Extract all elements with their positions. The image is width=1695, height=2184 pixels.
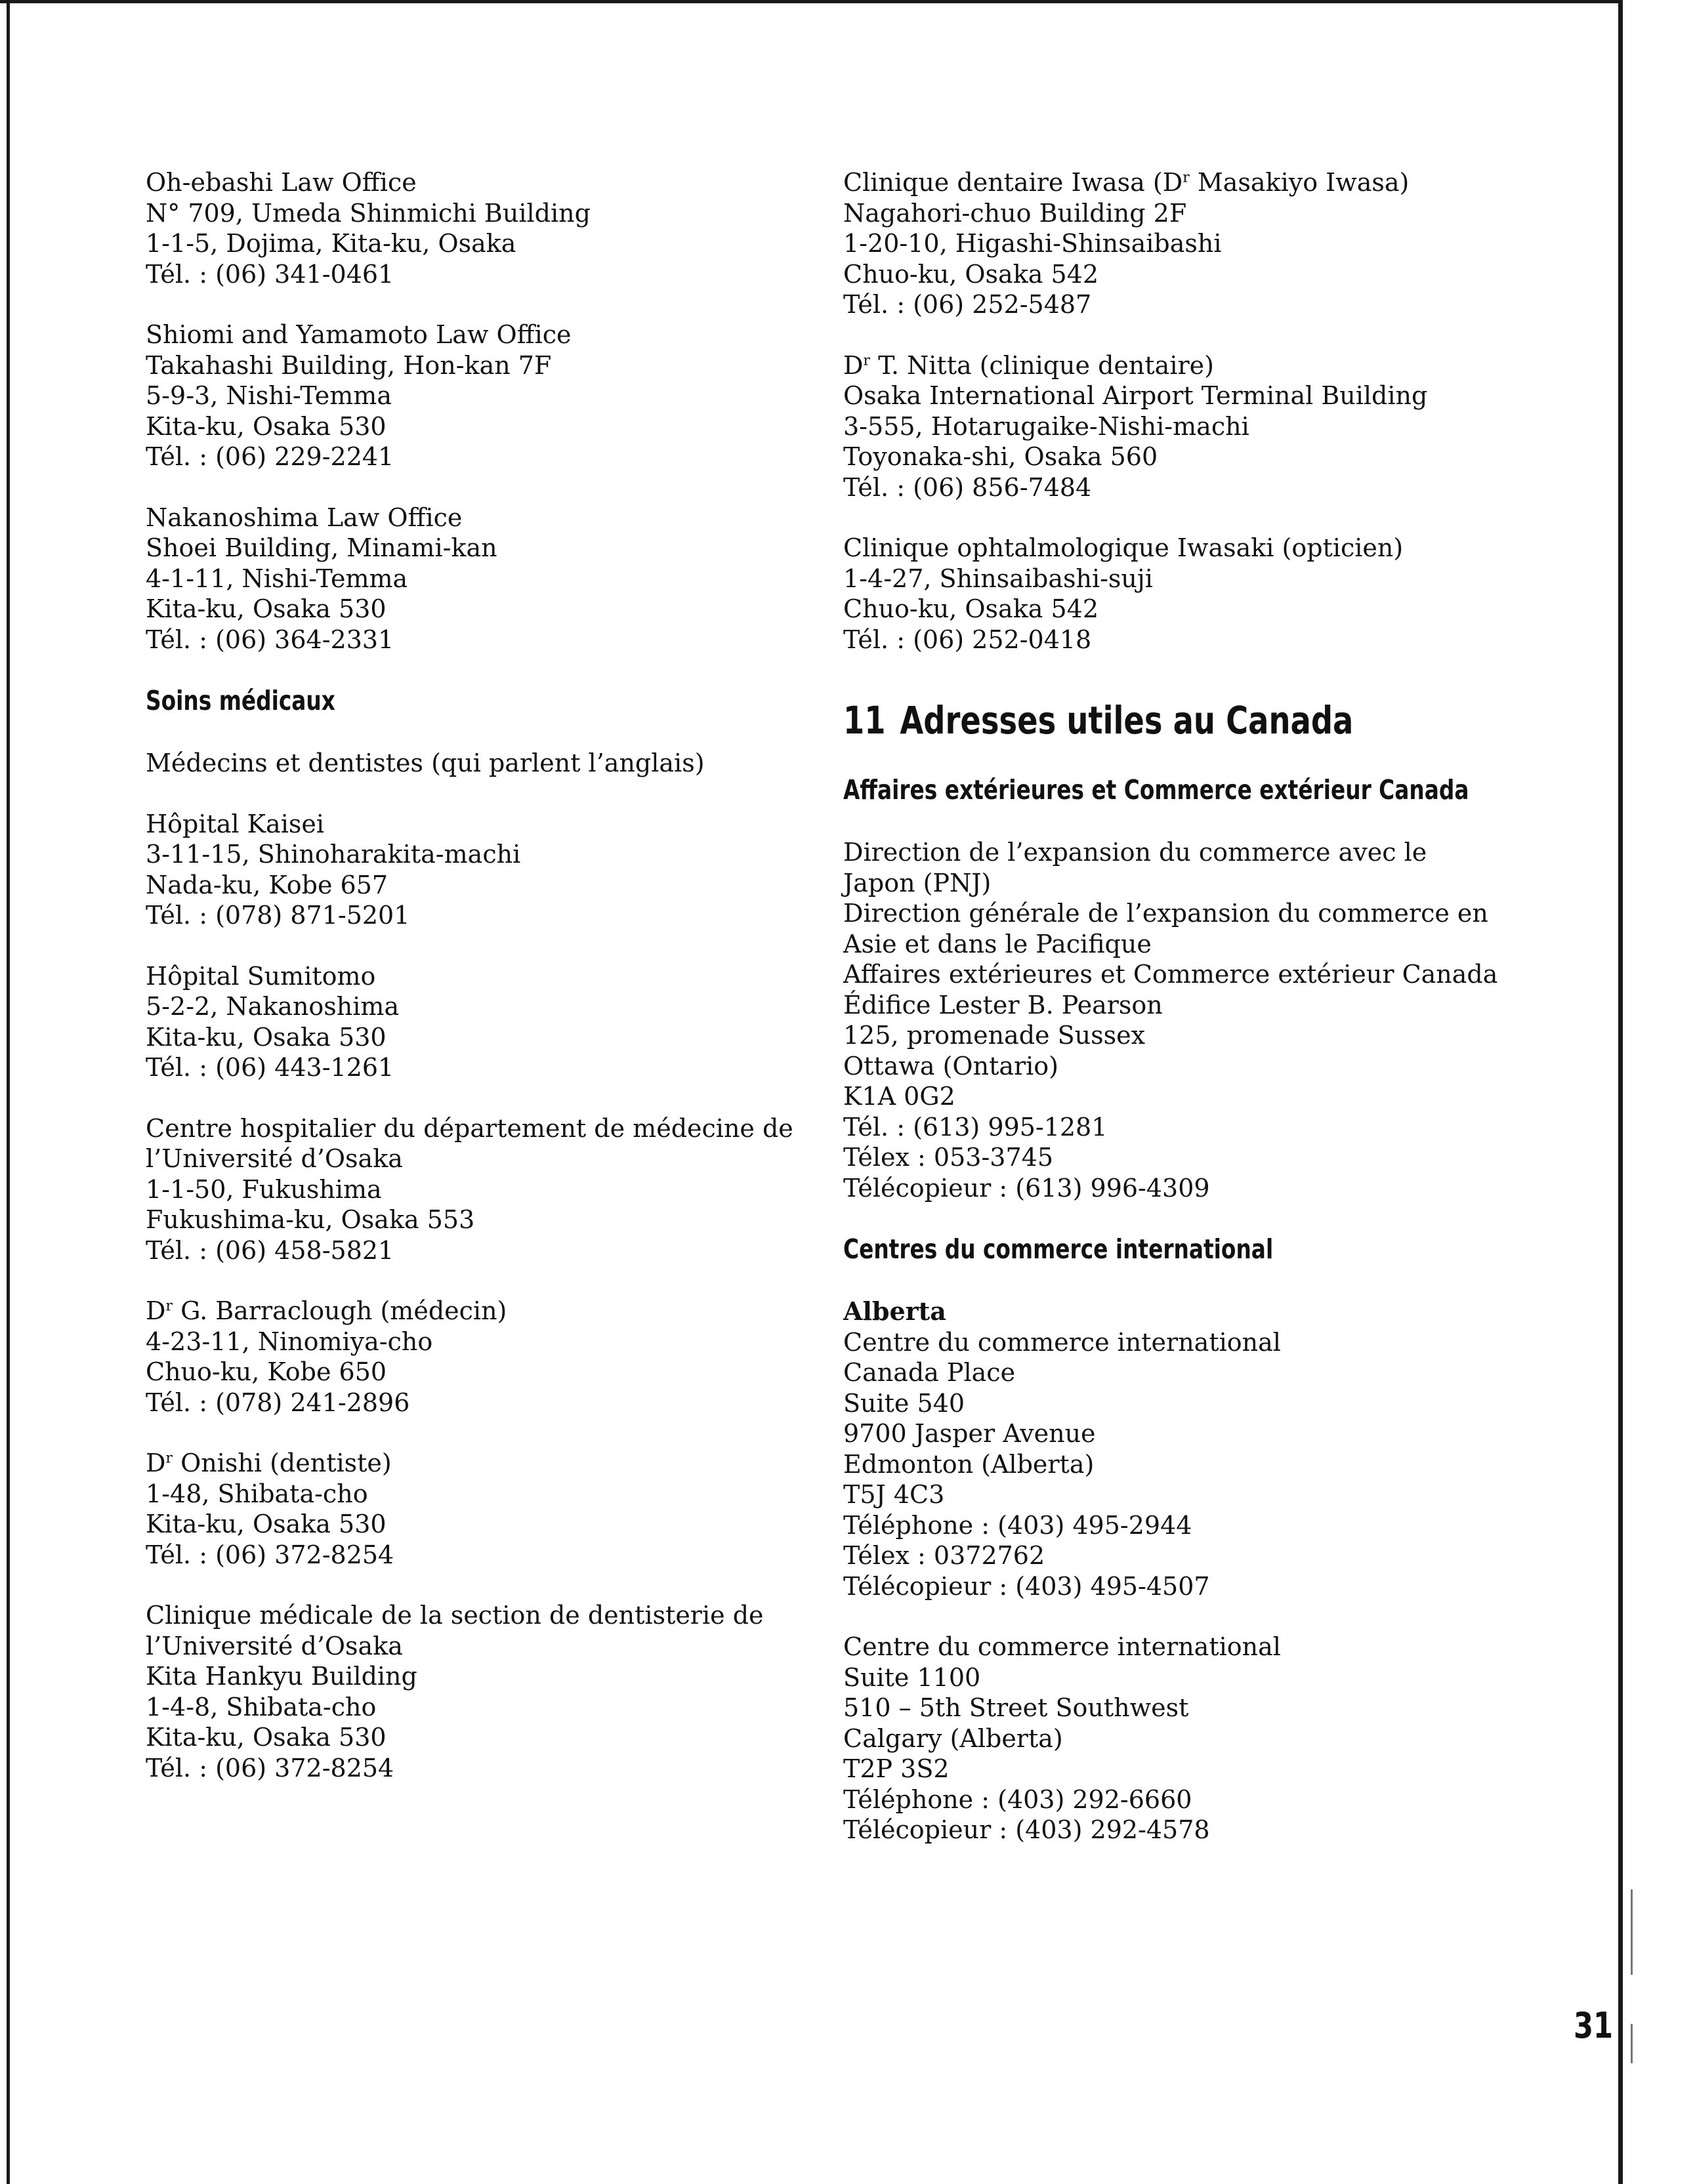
chapter-heading [843, 698, 1400, 743]
address-line: Centre du commerce international [843, 1632, 1281, 1661]
address-entry-onishi [146, 1448, 802, 1570]
page-top-border [0, 0, 1621, 3]
address-line: Nada-ku, Kobe 657 [146, 870, 388, 899]
address-line: N° 709, Umeda Shinmichi Building [146, 198, 591, 228]
page-number: 31 [1574, 2005, 1614, 2046]
title-part: Clinique dentaire Iwasa (D [843, 168, 1183, 197]
title-part: Masakiyo Iwasa) [1189, 168, 1410, 197]
address-line: Direction générale de l’expansion du commerce en [843, 899, 1488, 928]
address-line: 4-1-11, Nishi-Temma [146, 564, 408, 593]
page-left-border [7, 0, 10, 2184]
address-entry-sumitomo [146, 961, 802, 1083]
phone-line: Tél. : (06) 341-0461 [146, 259, 394, 289]
address-line: Hôpital Kaisei [146, 809, 324, 838]
margin-mark [1631, 2024, 1633, 2063]
address-line: 510 – 5th Street Southwest [843, 1693, 1189, 1722]
phone-line: Tél. : (06) 856-7484 [843, 472, 1092, 502]
address-line: l’Université d’Osaka [146, 1631, 403, 1660]
address-entry-kaisei [146, 809, 802, 931]
address-line: 1-20-10, Higashi-Shinsaibashi [843, 229, 1222, 258]
section-heading-affaires: Affaires extérieures et Commerce extérieur Canada [843, 774, 1469, 806]
address-line: Direction de l’expansion du commerce avec le [843, 838, 1427, 867]
page-right-border [1618, 0, 1623, 2184]
entry-title [843, 350, 1539, 381]
address-line: Affaires extérieures et Commerce extérieur Canada [843, 960, 1498, 989]
entry-title [843, 167, 1539, 198]
address-line: Suite 540 [843, 1388, 965, 1418]
address-entry-shiomi-yamamoto [146, 319, 802, 472]
address-line: T5J 4C3 [843, 1480, 945, 1509]
title-prefix: D [146, 1449, 166, 1477]
address-line: 1-48, Shibata-cho [146, 1479, 368, 1508]
address-entry-osaka-hospital [146, 1113, 802, 1266]
address-line: l’Université d’Osaka [146, 1144, 403, 1173]
address-line: Clinique médicale de la section de dentisterie de [146, 1601, 764, 1630]
address-line: Kita-ku, Osaka 530 [146, 1723, 387, 1752]
phone-line: Tél. : (06) 252-5487 [843, 290, 1092, 319]
address-line: 9700 Jasper Avenue [843, 1419, 1096, 1448]
telex-line: Télex : 0372762 [843, 1541, 1045, 1570]
phone-line: Tél. : (078) 871-5201 [146, 901, 410, 930]
address-entry-affaires [843, 837, 1539, 1203]
medical-intro: Médecins et dentistes (qui parlent l’anglais) [146, 749, 705, 777]
address-line: Canada Place [843, 1358, 1016, 1387]
phone-line: Tél. : (06) 229-2241 [146, 442, 394, 471]
phone-line: Tél. : (06) 252-0418 [843, 625, 1092, 654]
address-line: Kita-ku, Osaka 530 [146, 1022, 387, 1052]
address-line: 1-4-27, Shinsaibashi-suji [843, 564, 1153, 593]
chapter-title: Adresses utiles au Canada [900, 698, 1354, 743]
address-line: 125, promenade Sussex [843, 1021, 1146, 1050]
address-entry-barraclough [146, 1296, 802, 1418]
address-entry-nakanoshima [146, 503, 802, 655]
address-line: Nakanoshima Law Office [146, 503, 463, 532]
address-entry-iwasa [843, 167, 1539, 320]
title-prefix: D [146, 1296, 166, 1325]
address-line: Toyonaka-shi, Osaka 560 [843, 442, 1158, 471]
left-column [146, 167, 802, 1813]
address-line: Clinique ophtalmologique Iwasaki (opticien) [843, 533, 1404, 562]
address-line: 5-9-3, Nishi-Temma [146, 381, 392, 410]
address-line: Oh-ebashi Law Office [146, 168, 417, 197]
address-line: 4-23-11, Ninomiya-cho [146, 1327, 433, 1356]
address-line: 5-2-2, Nakanoshima [146, 992, 400, 1021]
address-line: 3-11-15, Shinoharakita-machi [146, 840, 521, 869]
section-heading-medical: Soins médicaux [146, 685, 335, 716]
address-line: Takahashi Building, Hon-kan 7F [146, 350, 552, 380]
address-line: Centre hospitalier du département de médecine de [146, 1113, 793, 1143]
address-line: 1-4-8, Shibata-cho [146, 1692, 377, 1721]
address-entry-iwasaki [843, 533, 1539, 655]
chapter-number: 11 [843, 698, 886, 743]
address-line: Centre du commerce international [843, 1327, 1281, 1357]
title-superscript: r [165, 1450, 173, 1467]
fax-line: Télécopieur : (613) 996-4309 [843, 1173, 1210, 1203]
address-entry-edmonton [843, 1296, 1539, 1601]
title-superscript: r [863, 352, 871, 369]
phone-line: Tél. : (078) 241-2896 [146, 1388, 410, 1417]
address-entry-dental-clinic [146, 1600, 802, 1783]
phone-line: Téléphone : (403) 495-2944 [843, 1510, 1192, 1540]
address-line: Japon (PNJ) [843, 868, 992, 897]
phone-line: Tél. : (06) 372-8254 [146, 1753, 394, 1782]
phone-line: Tél. : (06) 364-2331 [146, 625, 394, 654]
phone-line: Tél. : (06) 458-5821 [146, 1235, 394, 1265]
right-column [843, 167, 1539, 1876]
address-line: Calgary (Alberta) [843, 1723, 1063, 1753]
telex-line: Télex : 053-3745 [843, 1143, 1053, 1172]
entry-title [146, 1448, 802, 1479]
address-line: Kita-ku, Osaka 530 [146, 411, 387, 441]
address-line: Asie et dans le Pacifique [843, 929, 1152, 958]
title-name: Onishi (dentiste) [173, 1449, 392, 1477]
address-line: Hôpital Sumitomo [146, 961, 376, 991]
address-line: Shiomi and Yamamoto Law Office [146, 320, 572, 349]
address-line: Chuo-ku, Osaka 542 [843, 259, 1099, 289]
address-line: K1A 0G2 [843, 1082, 955, 1111]
entry-title [146, 1296, 802, 1327]
phone-line: Téléphone : (403) 292-6660 [843, 1784, 1192, 1814]
phone-line: Tél. : (06) 372-8254 [146, 1540, 394, 1569]
title-name: T. Nitta (clinique dentaire) [870, 350, 1214, 380]
address-line: Ottawa (Ontario) [843, 1051, 1059, 1081]
address-line: Suite 1100 [843, 1662, 981, 1692]
section-heading-centres: Centres du commerce international [843, 1233, 1274, 1265]
address-line: Kita Hankyu Building [146, 1662, 417, 1691]
address-line: Chuo-ku, Kobe 650 [146, 1357, 387, 1386]
address-line: 3-555, Hotarugaike-Nishi-machi [843, 411, 1249, 441]
address-line: Nagahori-chuo Building 2F [843, 198, 1187, 228]
address-line: T2P 3S2 [843, 1754, 950, 1783]
address-line: Édifice Lester B. Pearson [843, 990, 1163, 1020]
address-line: Kita-ku, Osaka 530 [146, 594, 387, 623]
title-prefix: D [843, 350, 864, 380]
address-entry-nitta [843, 350, 1539, 503]
address-entry-calgary [843, 1632, 1539, 1845]
phone-line: Tél. : (613) 995-1281 [843, 1112, 1108, 1142]
phone-line: Tél. : (06) 443-1261 [146, 1053, 394, 1082]
title-superscript: r [1182, 169, 1190, 186]
address-line: 1-1-5, Dojima, Kita-ku, Osaka [146, 229, 516, 258]
address-line: Osaka International Airport Terminal Building [843, 381, 1428, 410]
title-superscript: r [165, 1298, 173, 1315]
margin-mark [1631, 1889, 1633, 1975]
title-name: G. Barraclough (médecin) [173, 1296, 507, 1325]
address-line: Edmonton (Alberta) [843, 1449, 1095, 1479]
address-line: 1-1-50, Fukushima [146, 1174, 382, 1204]
address-line: Kita-ku, Osaka 530 [146, 1510, 387, 1538]
fax-line: Télécopieur : (403) 495-4507 [843, 1571, 1210, 1601]
address-line: Chuo-ku, Osaka 542 [843, 594, 1099, 623]
province-label: Alberta [843, 1296, 946, 1326]
address-line: Shoei Building, Minami-kan [146, 533, 497, 562]
address-line: Fukushima-ku, Osaka 553 [146, 1205, 475, 1234]
fax-line: Télécopieur : (403) 292-4578 [843, 1815, 1210, 1844]
address-entry-oh-ebashi [146, 167, 802, 289]
